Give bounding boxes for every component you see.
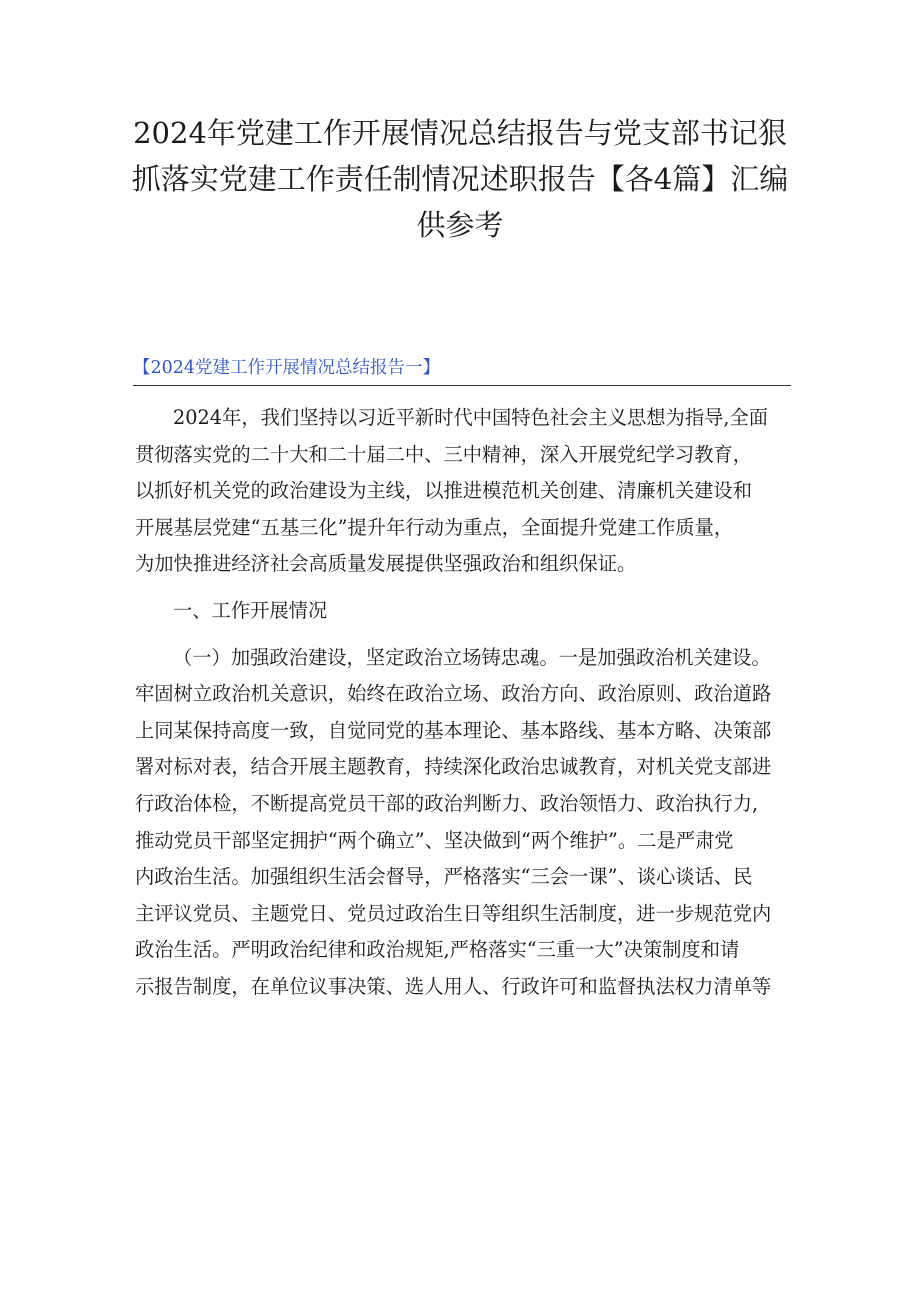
document-title — [130, 110, 790, 248]
paragraph-line: 政治生活。严明政治纪律和政治规矩,严格落实“三重一大”决策制度和请 — [135, 938, 740, 962]
paragraph-line: 为加快推进经济社会高质量发展提供坚强政治和组织保证。 — [135, 552, 637, 576]
paragraph-line: 2024年，我们坚持以习近平新时代中国特色社会主义思想为指导,全面 — [173, 406, 769, 429]
title-line: 2024年党建工作开展情况总结报告与党支部书记狠 — [133, 116, 787, 150]
paragraph-gap — [135, 630, 793, 640]
paragraph-line: 内政治生活。加强组织生活会督导，严格落实“三会一课”、谈心谈话、民 — [135, 865, 753, 889]
paragraph-line: 推动党员干部坚定拥护“两个确立”、坚决做到“两个维护”。二是严肃党 — [135, 828, 734, 852]
paragraph-line: 贯彻落实党的二十大和二十届二中、三中精神，深入开展党纪学习教育， — [135, 442, 752, 466]
paragraph-line: 主评议党员、主题党日、党员过政治生日等组织生活制度，进一步规范党内 — [135, 901, 772, 925]
paragraph-line: 开展基层党建“五基三化”提升年行动为重点，全面提升党建工作质量， — [135, 515, 734, 539]
paragraph-line: 牢固树立政治机关意识，始终在政治立场、政治方向、政治原则、政治道路 — [135, 682, 772, 706]
section-subheading: 一、工作开展情况 — [173, 598, 328, 622]
paragraph-line: 署对标对表，结合开展主题教育，持续深化政治忠诚教育，对机关党支部进 — [135, 755, 772, 779]
title-line: 抓落实党建工作责任制情况述职报告【各4篇】汇编 — [131, 162, 789, 196]
paragraph-line: 上同某保持高度一致，自觉同党的基本理论、基本路线、基本方略、决策部 — [135, 718, 772, 742]
paragraph-line: 示报告制度，在单位议事决策、选人用人、行政许可和监督执法权力清单等 — [135, 974, 772, 998]
paragraph-gap — [135, 583, 793, 593]
paragraph-line: 以抓好机关党的政治建设为主线，以推进模范机关创建、清廉机关建设和 — [135, 479, 752, 503]
document-body — [135, 400, 793, 1006]
title-line: 供参考 — [416, 208, 504, 242]
section-heading: 【2024党建工作开展情况总结报告一】 — [133, 353, 791, 386]
paragraph-line: 行政治体检，不断提高党员干部的政治判断力、政治领悟力、政治执行力, — [135, 791, 759, 815]
paragraph-line: （一）加强政治建设，坚定政治立场铸忠魂。一是加强政治机关建设。 — [173, 645, 771, 669]
